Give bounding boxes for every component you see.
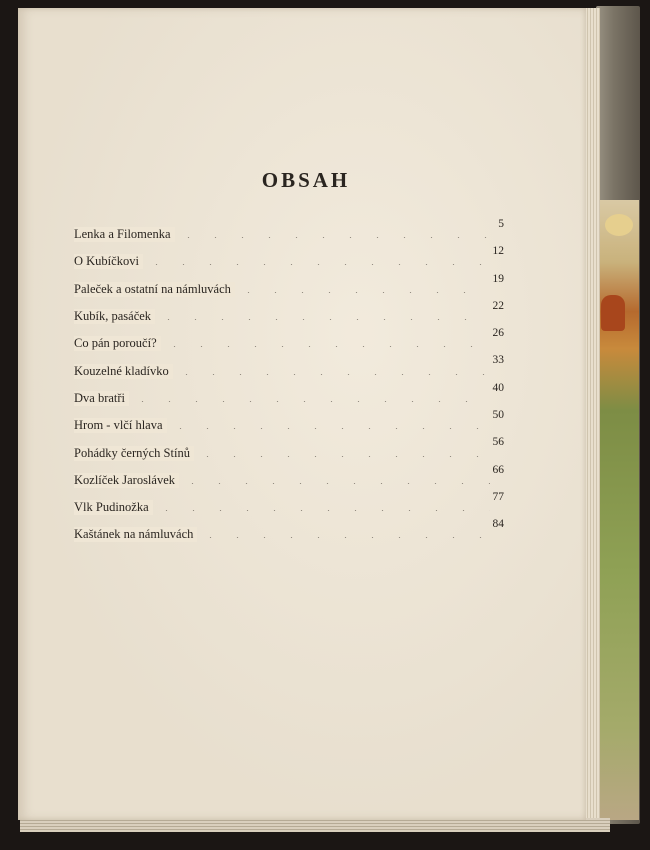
toc-entry-page-number: 33 [492,354,504,367]
dot-leader [197,537,490,538]
toc-entry [74,490,504,521]
toc-entry-page-number: 50 [492,409,504,422]
cover-illustration-strip [598,200,639,820]
dot-leader [179,483,490,484]
toc-entry-title: Kouzelné kladívko [74,364,173,379]
dot-leader [235,292,490,293]
illustration-shape [605,214,633,236]
contents-heading: OBSAH [261,168,351,192]
toc-entry-title: O Kubíčkovi [74,254,143,269]
toc-entry-page-number: 22 [492,299,504,312]
page-stack-bottom [20,818,610,832]
toc-entry-title: Hrom - vlčí hlava [74,418,167,433]
toc-entry-page-number: 5 [498,218,504,230]
toc-entry [74,272,504,303]
dot-leader [175,237,491,238]
toc-entry [74,463,504,494]
dot-leader [143,264,490,265]
toc-entry-title: Paleček a ostatní na námluvách [74,282,235,297]
toc-entry-page-number: 12 [492,245,504,258]
toc-entry [74,381,504,412]
toc-entry-title: Co pán poroučí? [74,336,161,351]
toc-entry [74,245,504,275]
toc-entry-page-number: 26 [492,327,504,340]
contents-page [18,8,586,820]
dot-leader [129,401,490,402]
toc-entry-title: Kozlíček Jaroslávek [74,473,179,488]
toc-entry-page-number: 56 [492,436,504,449]
toc-entry-title: Vlk Pudinožka [74,500,153,515]
toc-entry [74,299,504,330]
toc-entry-page-number: 77 [492,490,504,503]
toc-entry [74,518,504,548]
toc-entry-page-number: 19 [492,272,504,285]
toc-entry-title: Kubík, pasáček [74,309,155,324]
table-of-contents [74,218,504,549]
toc-entry-title: Pohádky černých Stínů [74,446,194,461]
toc-entry-page-number: 84 [492,518,504,531]
toc-entry [74,327,504,357]
dot-leader [153,510,490,511]
toc-entry-page-number: 66 [492,463,504,476]
toc-entry [74,409,504,439]
dot-leader [194,456,490,457]
illustration-figure [601,295,625,331]
dot-leader [161,346,490,347]
dot-leader [167,428,490,429]
toc-entry-title: Kaštánek na námluvách [74,527,197,542]
toc-entry [74,436,504,466]
toc-entry [74,354,504,384]
toc-entry [74,218,504,248]
dot-leader [155,319,490,320]
toc-entry-title: Dva bratři [74,391,129,406]
toc-entry-page-number: 40 [492,381,504,394]
dot-leader [173,374,490,375]
toc-entry-title: Lenka a Filomenka [74,227,175,242]
